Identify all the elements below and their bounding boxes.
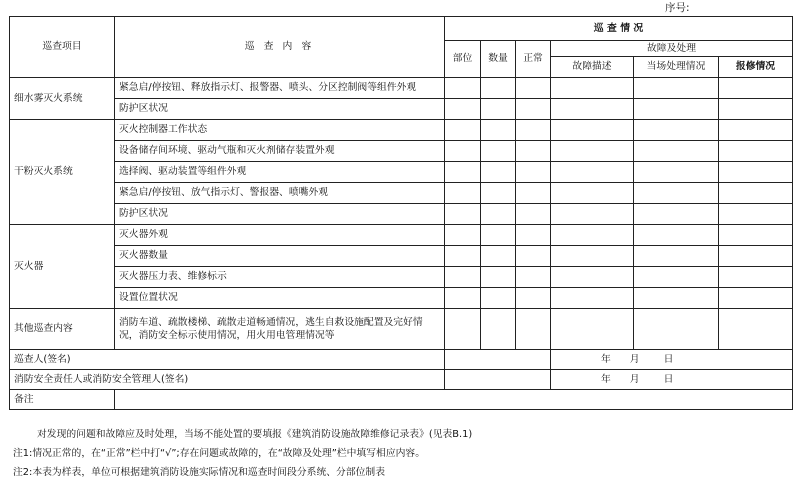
table-row xyxy=(10,162,793,183)
footnotes xyxy=(13,425,793,482)
note-2: 注2:本表为样表，单位可根据建筑消防设施实际情况和巡查时间段分系统、分部位制表 xyxy=(13,467,386,478)
fault-description-cell[interactable] xyxy=(551,183,634,204)
signature-date[interactable] xyxy=(551,370,793,390)
inspection-content-item: 设备储存间环境、驱动气瓶和灭火剂储存装置外观 xyxy=(115,141,445,162)
header-location: 部位 xyxy=(445,41,481,78)
quantity-cell[interactable] xyxy=(481,162,516,183)
location-cell[interactable] xyxy=(445,162,481,183)
inspection-content-item: 灭火器数量 xyxy=(115,246,445,267)
header-repair-status: 报修情况 xyxy=(719,57,793,78)
serial-number-label: 序号: xyxy=(665,2,690,14)
onsite-handling-cell[interactable] xyxy=(634,246,719,267)
inspection-item-name: 干粉灭火系统 xyxy=(10,120,115,225)
signature-row xyxy=(10,350,793,370)
fault-description-cell[interactable] xyxy=(551,141,634,162)
normal-cell[interactable] xyxy=(516,225,551,246)
repair-status-cell[interactable] xyxy=(719,99,793,120)
normal-cell[interactable] xyxy=(516,99,551,120)
remarks-field[interactable] xyxy=(115,390,793,410)
inspection-item-name: 细水雾灭火系统 xyxy=(10,78,115,120)
quantity-cell[interactable] xyxy=(481,183,516,204)
repair-status-cell[interactable] xyxy=(719,309,793,350)
fault-description-cell[interactable] xyxy=(551,78,634,99)
remarks-row xyxy=(10,390,793,410)
quantity-cell[interactable] xyxy=(481,99,516,120)
table-row xyxy=(10,267,793,288)
normal-cell[interactable] xyxy=(516,267,551,288)
inspection-content-item: 紧急启/停按钮、放气指示灯、警报器、喷嘴外观 xyxy=(115,183,445,204)
location-cell[interactable] xyxy=(445,204,481,225)
onsite-handling-cell[interactable] xyxy=(634,162,719,183)
header-fault-handling: 故障及处理 xyxy=(551,41,793,57)
quantity-cell[interactable] xyxy=(481,141,516,162)
location-cell[interactable] xyxy=(445,120,481,141)
header-fault-description: 故障描述 xyxy=(551,57,634,78)
onsite-handling-cell[interactable] xyxy=(634,309,719,350)
table-row xyxy=(10,246,793,267)
onsite-handling-cell[interactable] xyxy=(634,267,719,288)
inspection-content-item: 防护区状况 xyxy=(115,99,445,120)
inspection-content-item: 灭火器外观 xyxy=(115,225,445,246)
table-row xyxy=(10,141,793,162)
quantity-cell[interactable] xyxy=(481,204,516,225)
signature-field[interactable] xyxy=(445,370,551,390)
fault-description-cell[interactable] xyxy=(551,225,634,246)
signature-field[interactable] xyxy=(445,350,551,370)
location-cell[interactable] xyxy=(445,267,481,288)
onsite-handling-cell[interactable] xyxy=(634,288,719,309)
table-row xyxy=(10,225,793,246)
repair-status-cell[interactable] xyxy=(719,288,793,309)
repair-status-cell[interactable] xyxy=(719,204,793,225)
location-cell[interactable] xyxy=(445,225,481,246)
repair-status-cell[interactable] xyxy=(719,246,793,267)
header-normal: 正常 xyxy=(516,41,551,78)
inspection-item-name: 灭火器 xyxy=(10,225,115,309)
header-inspection-status: 巡 查 情 况 xyxy=(445,17,793,41)
normal-cell[interactable] xyxy=(516,246,551,267)
location-cell[interactable] xyxy=(445,288,481,309)
quantity-cell[interactable] xyxy=(481,78,516,99)
repair-status-cell[interactable] xyxy=(719,267,793,288)
location-cell[interactable] xyxy=(445,309,481,350)
signature-row xyxy=(10,370,793,390)
quantity-cell[interactable] xyxy=(481,267,516,288)
header-inspection-item: 巡查项目 xyxy=(10,17,115,78)
fault-description-cell[interactable] xyxy=(551,204,634,225)
inspection-item-name: 其他巡查内容 xyxy=(10,309,115,350)
normal-cell[interactable] xyxy=(516,204,551,225)
inspection-content-item: 紧急启/停按钮、释放指示灯、报警器、喷头、分区控制阀等组件外观 xyxy=(115,78,445,99)
header-onsite-handling: 当场处理情况 xyxy=(634,57,719,78)
fault-description-cell[interactable] xyxy=(551,120,634,141)
fault-description-cell[interactable] xyxy=(551,288,634,309)
repair-status-cell[interactable] xyxy=(719,225,793,246)
inspection-content-item: 灭火器压力表、维修标示 xyxy=(115,267,445,288)
location-cell[interactable] xyxy=(445,246,481,267)
note-handling: 对发现的问题和故障应及时处理，当场不能处置的要填报《建筑消防设施故障维修记录表》(见表B.1) xyxy=(37,429,473,440)
signature-date[interactable] xyxy=(551,350,793,370)
inspection-content-item: 设置位置状况 xyxy=(115,288,445,309)
inspection-content-item: 选择阀、驱动装置等组件外观 xyxy=(115,162,445,183)
fault-description-cell[interactable] xyxy=(551,267,634,288)
quantity-cell[interactable] xyxy=(481,288,516,309)
table-row xyxy=(10,120,793,141)
normal-cell[interactable] xyxy=(516,309,551,350)
onsite-handling-cell[interactable] xyxy=(634,120,719,141)
fault-description-cell[interactable] xyxy=(551,246,634,267)
location-cell[interactable] xyxy=(445,141,481,162)
fault-description-cell[interactable] xyxy=(551,162,634,183)
repair-status-cell[interactable] xyxy=(719,78,793,99)
inspection-content-item: 防护区状况 xyxy=(115,204,445,225)
table-row xyxy=(10,288,793,309)
signature-label: 巡查人(签名) xyxy=(10,350,445,370)
inspection-content-item: 灭火控制器工作状态 xyxy=(115,120,445,141)
onsite-handling-cell[interactable] xyxy=(634,141,719,162)
onsite-handling-cell[interactable] xyxy=(634,78,719,99)
repair-status-cell[interactable] xyxy=(719,183,793,204)
table-row xyxy=(10,78,793,99)
quantity-cell[interactable] xyxy=(481,246,516,267)
header-quantity: 数量 xyxy=(481,41,516,78)
remarks-label: 备注 xyxy=(10,390,115,410)
fault-description-cell[interactable] xyxy=(551,309,634,350)
onsite-handling-cell[interactable] xyxy=(634,225,719,246)
table-row xyxy=(10,204,793,225)
quantity-cell[interactable] xyxy=(481,309,516,350)
note-1: 注1:情况正常的，在“正常”栏中打“√”;存在问题或故障的，在“故障及处理”栏中填写相应内容。 xyxy=(13,448,426,459)
normal-cell[interactable] xyxy=(516,288,551,309)
header-inspection-content: 巡 查 内 容 xyxy=(115,17,445,78)
repair-status-cell[interactable] xyxy=(719,162,793,183)
inspection-content-item: 消防车道、疏散楼梯、疏散走道畅通情况，逃生自救设施配置及完好情况，消防安全标示使用情况，用火用电管理情况等 xyxy=(115,309,445,350)
normal-cell[interactable] xyxy=(516,162,551,183)
date-month-label: 月 xyxy=(629,353,640,365)
signature-label: 消防安全责任人或消防安全管理人(签名) xyxy=(10,370,445,390)
location-cell[interactable] xyxy=(445,78,481,99)
onsite-handling-cell[interactable] xyxy=(634,99,719,120)
table-row xyxy=(10,99,793,120)
table-row xyxy=(10,309,793,350)
onsite-handling-cell[interactable] xyxy=(634,204,719,225)
date-day-label: 日 xyxy=(663,353,674,365)
location-cell[interactable] xyxy=(445,99,481,120)
date-month-label: 月 xyxy=(629,373,640,385)
normal-cell[interactable] xyxy=(516,120,551,141)
repair-status-cell[interactable] xyxy=(719,141,793,162)
repair-status-cell[interactable] xyxy=(719,120,793,141)
table-row xyxy=(10,183,793,204)
date-day-label: 日 xyxy=(663,373,674,385)
normal-cell[interactable] xyxy=(516,78,551,99)
quantity-cell[interactable] xyxy=(481,225,516,246)
onsite-handling-cell[interactable] xyxy=(634,183,719,204)
fault-description-cell[interactable] xyxy=(551,99,634,120)
location-cell[interactable] xyxy=(445,183,481,204)
quantity-cell[interactable] xyxy=(481,120,516,141)
inspection-record-table xyxy=(9,16,793,410)
normal-cell[interactable] xyxy=(516,141,551,162)
date-year-label: 年 xyxy=(601,353,611,365)
normal-cell[interactable] xyxy=(516,183,551,204)
date-year-label: 年 xyxy=(601,373,611,385)
